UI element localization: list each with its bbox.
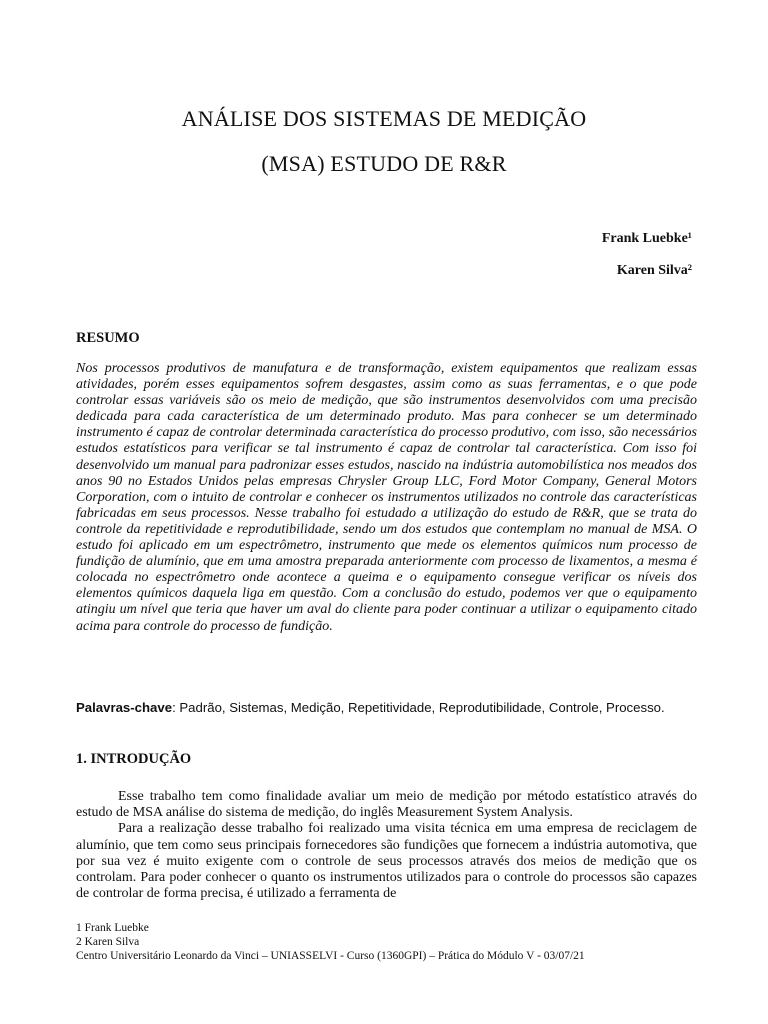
author-1: Frank Luebke¹ [601, 231, 692, 246]
footnotes [76, 921, 716, 963]
introducao-paragraph-2: Para a realização desse trabalho foi realizado uma visita técnica em uma empresa de reciclagem de alumínio, que tem como seus principais fornecedores são fundições que fornecem a indústria automotiva, que por sua vez é muito exigente com o controle de seus processos através dos meios de medição que os controlam. Para poder conhecer o quanto os instrumentos utilizados para o controle do processos são capazes de controlar de forma precisa, é utilizado a ferramenta de [76, 821, 697, 902]
title-line-2: (MSA) ESTUDO DE R&R [261, 151, 507, 176]
keywords-list: : Padrão, Sistemas, Medição, Repetitividade, Reprodutibilidade, Controle, Processo. [172, 700, 665, 715]
keywords-label: Palavras-chave [76, 700, 173, 715]
footnote-2: 2 Karen Silva [76, 936, 140, 948]
introducao-heading: 1. INTRODUÇÃO [76, 751, 192, 767]
footnote-1: 1 Frank Luebke [76, 922, 149, 934]
introducao-body [76, 789, 697, 902]
footnote-institution: Centro Universitário Leonardo da Vinci – UNIASSELVI - Curso (1360GPI) – Prática do Módulo V - 03/07/21 [76, 950, 585, 962]
keywords [76, 699, 697, 716]
title-line-1: ANÁLISE DOS SISTEMAS DE MEDIÇÃO [181, 106, 587, 131]
abstract-text: Nos processos produtivos de manufatura e de transformação, existem equipamentos que realizam essas atividades, porém esses equipamentos sofrem desgastes, assim como as suas ferramentas, e o que pode controlar essas variáveis são os meio de medição, que são instrumentos desenvolvidos com uma precisão dedicada para cada característica de um determinado produto. Mas para conhecer se um determinado instrumento é capaz de controlar determinada característica do processo produtivo, com isso, são necessários estudos estatísticos para verificar se tal instrumento é capaz de controlar tal característica. Com isso foi desenvolvido um manual para padronizar esses estudos, nascido na indústria automobilística nos meados dos anos 90 no Estados Unidos pelas empresas Chrysler Group LLC, Ford Motor Company, General Motors Corporation, com o intuito de controlar e conhecer os instrumentos utilizados no controle das características fabricadas em seus processos. Nesse trabalho foi estudado a utilização do estudo de R&R, que se trata do controle da repetitividade e reprodutibilidade, sendo um dos estudos que contemplam no manual de MSA. O estudo foi aplicado em um espectrômetro, instrumento que mede os elementos químicos num processo de fundição de alumínio, que em uma amostra preparada anteriormente com processo de lixamentos, a mesma é colocada no espectrômetro onde acontece a queima e o equipamento consegue verificar os níveis dos elementos químicos daquela liga em questão. Com a conclusão do estudo, podemos ver que o equipamento atingiu um nível que teria que haver um aval do cliente para poder continuar a utilizar o equipamento citado acima para controle do processo de fundição. [76, 361, 697, 634]
resumo-heading: RESUMO [76, 330, 140, 346]
introducao-paragraph-1: Esse trabalho tem como finalidade avaliar um meio de medição por método estatístico através do estudo de MSA análise do sistema de medição, do inglês Measurement System Analysis. [76, 789, 697, 821]
author-2: Karen Silva² [616, 263, 692, 278]
